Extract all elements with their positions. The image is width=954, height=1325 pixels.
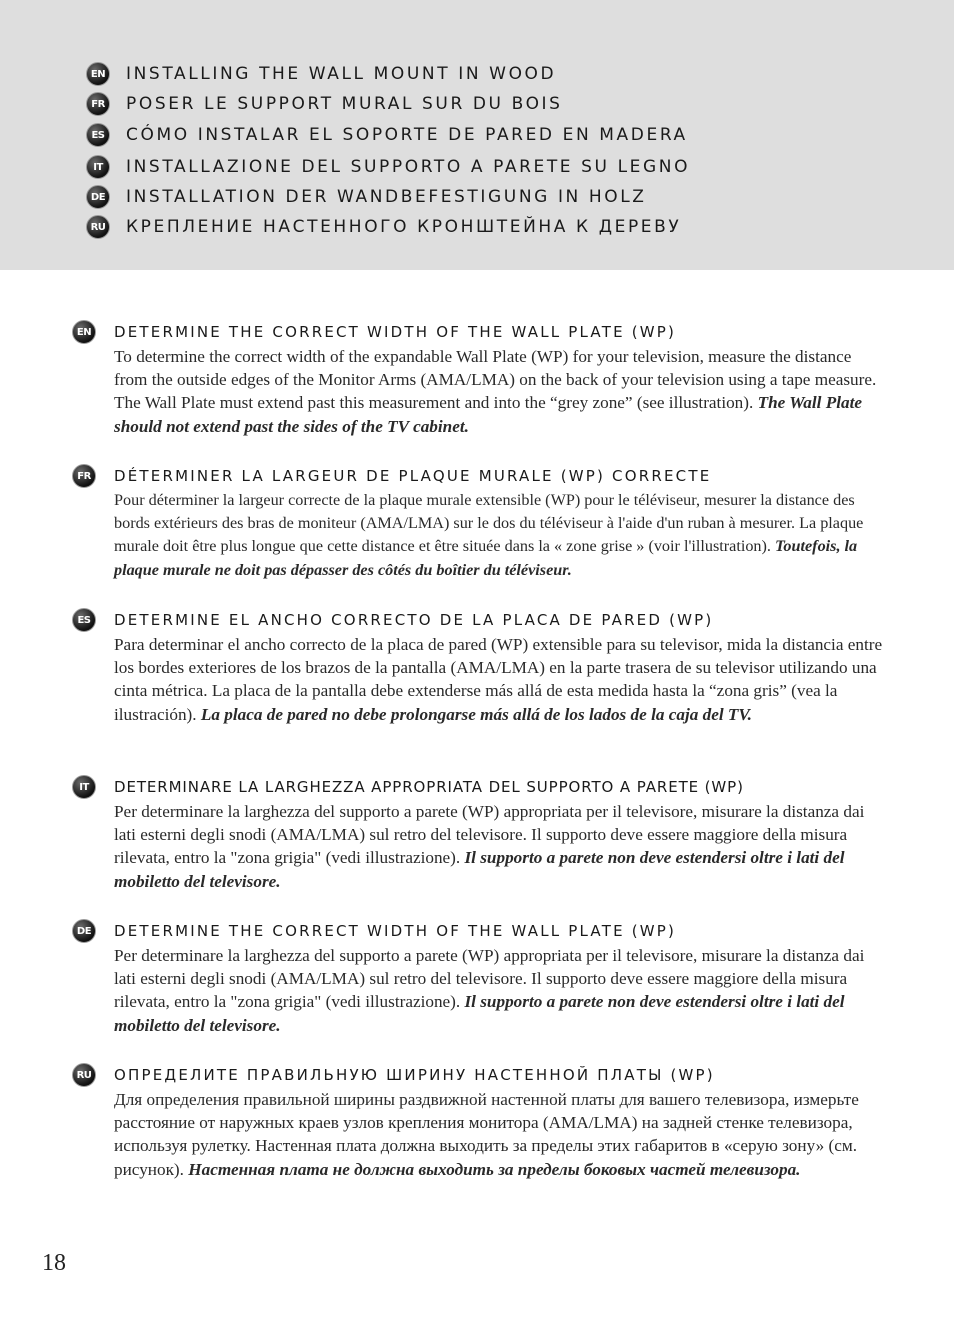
section-title: DETERMINE THE CORRECT WIDTH OF THE WALL PLATE (WP) (114, 922, 677, 940)
section-title: DÉTERMINER LA LARGEUR DE PLAQUE MURALE (WP) CORRECTE (114, 467, 712, 485)
body-text: Per determinare la larghezza del supporto a parete (WP) appropriata per il televisore, misurare la distanza dai lati esterni degli snodi (AMA/LMA) sul retro del televisore. Il supporto deve essere maggiore della misura rilevata, entro la "zona grigia" (vedi illustrazione). (114, 802, 865, 868)
language-badge-fr-icon: FR (86, 92, 110, 116)
section-heading (72, 1062, 892, 1088)
section-heading (72, 463, 892, 489)
section-body (114, 944, 886, 1037)
language-badge-ru-icon: RU (72, 1063, 96, 1087)
title-row-fr (86, 91, 563, 117)
header-band (0, 0, 954, 270)
section-body (114, 800, 886, 893)
section-title: ОПРЕДЕЛИТЕ ПРАВИЛЬНУЮ ШИРИНУ НАСТЕННОЙ ПЛАТЫ (WP) (114, 1066, 715, 1084)
body-text: Для определения правильной ширины раздвижной настенной платы для вашего телевизора, измерьте расстояние от наружных краев узлов крепления монитора (AMA/LMA) на задней стенке телевизора, используя рулетку. Настенная плата должна выходить за пределы этих габаритов в «серую зону» (см. рисунок). (114, 1090, 859, 1179)
page-number: 18 (42, 1250, 66, 1276)
language-badge-es-icon: ES (72, 608, 96, 632)
title-ru: КРЕПЛЕНИЕ НАСТЕННОГО КРОНШТЕЙНА К ДЕРЕВУ (126, 217, 682, 237)
section-title: DETERMINE EL ANCHO CORRECTO DE LA PLACA DE PARED (WP) (114, 611, 714, 629)
emphasis-text: Toutefois, la plaque murale ne doit pas dépasser des côtés du boîtier du téléviseur. (114, 537, 858, 579)
body-text: Pour déterminer la largeur correcte de la plaque murale extensible (WP) pour le téléviseur, mesurer la distance des bords extérieurs des bras de moniteur (AMA/LMA) sur le dos du téléviseur à l'aide d'un ruban à mesurer. La plaque murale doit être plus longue que cette distance et être située dans la « zone grise » (voir l'illustration). (114, 491, 864, 556)
title-fr: POSER LE SUPPORT MURAL SUR DU BOIS (126, 94, 563, 114)
emphasis-text: Il supporto a parete non deve estendersi oltre i lati del mobiletto del televisore. (114, 848, 845, 891)
title-row-de (86, 184, 647, 210)
emphasis-text: The Wall Plate should not extend past the sides of the TV cabinet. (114, 393, 863, 436)
section-heading (72, 607, 892, 633)
emphasis-text: La placa de pared no debe prolongarse más allá de los lados de la caja del TV. (200, 704, 752, 724)
section-it (72, 774, 892, 893)
language-badge-ru-icon: RU (86, 215, 110, 239)
language-badge-en-icon: EN (72, 320, 96, 344)
section-ru (72, 1062, 892, 1181)
section-body (114, 633, 886, 726)
title-row-ru (86, 214, 681, 240)
title-en: INSTALLING THE WALL MOUNT IN WOOD (126, 64, 557, 84)
emphasis-text: Il supporto a parete non deve estendersi oltre i lati del mobiletto del televisore. (114, 992, 845, 1035)
section-body (114, 1088, 886, 1181)
emphasis-text: Настенная плата не должна выходить за пределы боковых частей телевизора. (188, 1159, 801, 1179)
body-text: Per determinare la larghezza del supporto a parete (WP) appropriata per il televisore, misurare la distanza dai lati esterni degli snodi (AMA/LMA) sul retro del televisore. Il supporto deve essere maggiore della misura rilevata, entro la "zona grigia" (vedi illustrazione). (114, 946, 865, 1012)
section-heading (72, 918, 892, 944)
title-row-es (86, 122, 688, 148)
language-badge-it-icon: IT (72, 775, 96, 799)
section-body (114, 345, 886, 438)
language-badge-de-icon: DE (72, 919, 96, 943)
section-heading (72, 774, 892, 800)
language-badge-de-icon: DE (86, 185, 110, 209)
section-de (72, 918, 892, 1037)
title-row-en (86, 61, 556, 87)
section-title: DETERMINARE LA LARGHEZZA APPROPRIATA DEL SUPPORTO A PARETE (WP) (114, 778, 744, 796)
body-text: Para determinar el ancho correcto de la placa de pared (WP) extensible para su televisor, mida la distancia entre los bordes exteriores de los brazos de la pantalla (AMA/LMA) en la parte trasera de su televisor utilizando una cinta métrica. La placa de la pantalla debe extenderse más allá de esta medida hasta la “zona gris” (vea la ilustración). (114, 635, 883, 724)
language-badge-it-icon: IT (86, 155, 110, 179)
section-title: DETERMINE THE CORRECT WIDTH OF THE WALL PLATE (WP) (114, 323, 677, 341)
section-body (114, 489, 886, 582)
title-it: INSTALLAZIONE DEL SUPPORTO A PARETE SU LEGNO (126, 157, 691, 177)
title-de: INSTALLATION DER WANDBEFESTIGUNG IN HOLZ (126, 187, 647, 207)
title-row-it (86, 154, 690, 180)
title-es: CÓMO INSTALAR EL SOPORTE DE PARED EN MADERA (126, 125, 688, 145)
language-badge-es-icon: ES (86, 123, 110, 147)
body-text: To determine the correct width of the expandable Wall Plate (WP) for your television, measure the distance from the outside edges of the Monitor Arms (AMA/LMA) on the back of your television using a tape measure. The Wall Plate must extend past this measurement and into the “grey zone” (see illustration). (114, 347, 877, 413)
section-fr (72, 463, 892, 582)
language-badge-fr-icon: FR (72, 464, 96, 488)
section-es (72, 607, 892, 726)
section-heading (72, 319, 892, 345)
section-en (72, 319, 892, 438)
language-badge-en-icon: EN (86, 62, 110, 86)
